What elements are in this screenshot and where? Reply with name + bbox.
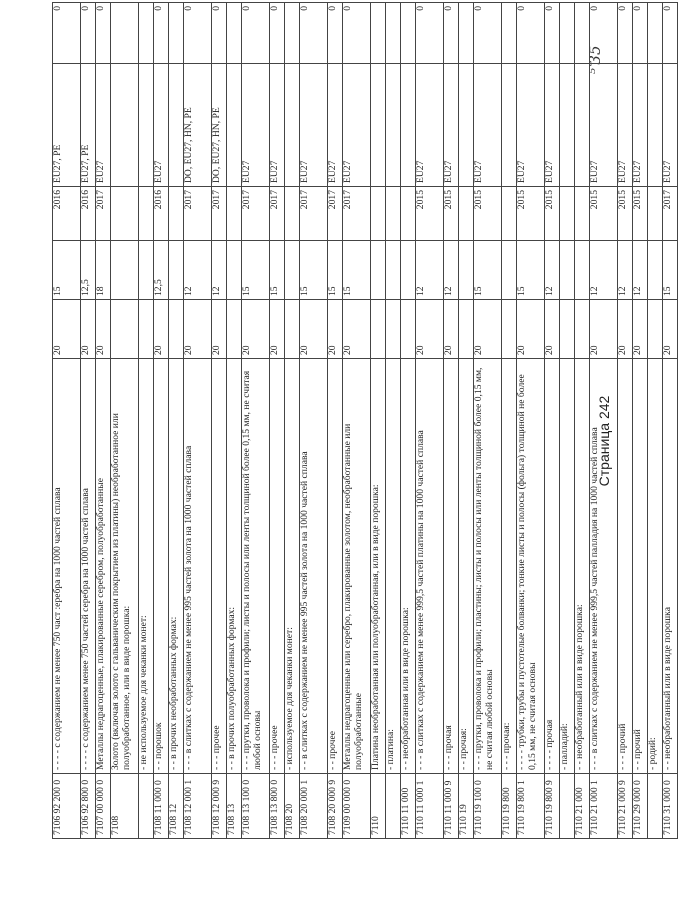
cell-rate (560, 241, 575, 300)
cell-year: 2017 (343, 187, 371, 241)
cell-code: 7108 20 (285, 774, 300, 839)
cell-duty (169, 300, 184, 359)
cell-year: 2015 (590, 187, 618, 241)
cell-flag: 0 (618, 3, 633, 64)
cell-rate (139, 241, 154, 300)
cell-desc: - - - в слитках с содержанием не менее 995 частей золота на 1000 частей сплава (184, 359, 212, 774)
table-row (416, 3, 444, 839)
cell-duty (459, 300, 474, 359)
table-row (139, 3, 154, 839)
cell-duty: 20 (96, 300, 111, 359)
table-row (81, 3, 96, 839)
cell-year (648, 187, 663, 241)
cell-cty (459, 64, 474, 187)
table-row (545, 3, 560, 839)
cell-code: 7109 00 000 0 (343, 774, 371, 839)
cell-desc: - - - в слитках с содержанием не менее 999,5 частей платины на 1000 частей сплава (416, 359, 444, 774)
cell-cty (648, 64, 663, 187)
cell-year (111, 187, 139, 241)
cell-desc: Платина необработанная или полуобработанная, или в виде порошка: (371, 359, 386, 774)
page-number-text: Страница 242 (596, 395, 612, 487)
cell-year: 2016 (53, 187, 81, 241)
cell-duty: 20 (328, 300, 343, 359)
table-row (517, 3, 545, 839)
cell-duty (139, 300, 154, 359)
cell-flag: 0 (53, 3, 81, 64)
cell-cty: EU27 (444, 64, 459, 187)
cell-flag: 0 (242, 3, 270, 64)
cell-rate: 18 (96, 241, 111, 300)
cell-code: 7110 11 000 1 (416, 774, 444, 839)
table-row (270, 3, 285, 839)
cell-code: 7108 11 000 0 (154, 774, 169, 839)
cell-code: 7110 19 100 0 (474, 774, 502, 839)
cell-duty: 20 (545, 300, 560, 359)
cell-flag: 0 (300, 3, 328, 64)
cell-flag (285, 3, 300, 64)
cell-desc: - - в прочих полуобработанных формах: (227, 359, 242, 774)
cell-duty: 20 (53, 300, 81, 359)
cell-rate: 12 (212, 241, 227, 300)
cell-flag: 0 (416, 3, 444, 64)
table-row (227, 3, 242, 839)
cell-flag: 0 (545, 3, 560, 64)
cell-rate (285, 241, 300, 300)
table-row (169, 3, 184, 839)
cell-year: 2016 (154, 187, 169, 241)
cell-cty: EU27 (300, 64, 328, 187)
cell-rate (386, 241, 401, 300)
cell-duty: 20 (416, 300, 444, 359)
cell-desc: - не используемое для чеканки монет: (139, 359, 154, 774)
cell-flag: 0 (517, 3, 545, 64)
cell-cty: EU27 (328, 64, 343, 187)
cell-cty: EU27 (343, 64, 371, 187)
cell-code: 7110 (371, 774, 386, 839)
cell-duty (227, 300, 242, 359)
cell-flag (386, 3, 401, 64)
cell-year: 2017 (663, 187, 678, 241)
cell-desc: - - - - трубки, трубы и пустотелые болванки; тонкие листы и полосы (фольга) толщиной не более 0,15 мм, не считая основы (517, 359, 545, 774)
cell-desc: Металлы недрагоценные, плакированные серебром, полуобработанные (96, 359, 111, 774)
table-row (401, 3, 416, 839)
cell-year (459, 187, 474, 241)
cell-desc: - - - - с содержанием менее 750 частей серебра на 1000 частей сплава (81, 359, 96, 774)
cell-rate: 12 (633, 241, 648, 300)
cell-year: 2015 (444, 187, 459, 241)
cell-code: 7107 00 000 0 (96, 774, 111, 839)
cell-desc: - - необработанный или в виде порошка (663, 359, 678, 774)
cell-rate: 15 (300, 241, 328, 300)
cell-duty: 20 (154, 300, 169, 359)
cell-year (227, 187, 242, 241)
cell-duty (111, 300, 139, 359)
cell-desc: - - прочая: (459, 359, 474, 774)
cell-cty: EU27 (154, 64, 169, 187)
cell-rate (575, 241, 590, 300)
cell-cty (575, 64, 590, 187)
cell-rate: 12 (618, 241, 633, 300)
cell-code: 7108 13 (227, 774, 242, 839)
tariff-table-body (53, 3, 678, 839)
cell-year: 2017 (328, 187, 343, 241)
cell-code: 7110 19 800 (502, 774, 517, 839)
cell-flag (560, 3, 575, 64)
tariff-table (52, 2, 678, 839)
table-row (242, 3, 270, 839)
cell-rate: 12 (184, 241, 212, 300)
cell-desc: - - - прочий (618, 359, 633, 774)
table-row (386, 3, 401, 839)
cell-cty: DO, EU27, HN, PE (212, 64, 227, 187)
cell-rate (648, 241, 663, 300)
cell-cty (560, 64, 575, 187)
cell-rate (111, 241, 139, 300)
cell-code: 7110 11 000 (401, 774, 416, 839)
cell-code: 7110 29 000 0 (633, 774, 648, 839)
cell-code: 7106 92 200 0 (53, 774, 81, 839)
cell-desc: - - - - прочая (545, 359, 560, 774)
cell-desc: - родий: (648, 359, 663, 774)
table-row (300, 3, 328, 839)
cell-flag: 0 (444, 3, 459, 64)
cell-year: 2015 (416, 187, 444, 241)
cell-year: 2015 (618, 187, 633, 241)
cell-cty: EU27 (270, 64, 285, 187)
cell-code (386, 774, 401, 839)
cell-rate: 15 (53, 241, 81, 300)
cell-cty: EU27 (590, 64, 618, 187)
cell-duty: 20 (444, 300, 459, 359)
table-row (648, 3, 663, 839)
cell-code (560, 774, 575, 839)
cell-code: 7108 20 000 1 (300, 774, 328, 839)
cell-code: 7108 12 (169, 774, 184, 839)
table-row (53, 3, 81, 839)
cell-cty: EU27 (663, 64, 678, 187)
table-row (502, 3, 517, 839)
cell-cty: EU27 (242, 64, 270, 187)
cell-flag (575, 3, 590, 64)
cell-rate: 12,5 (154, 241, 169, 300)
cell-duty: 20 (242, 300, 270, 359)
cell-desc: - - - прочая: (502, 359, 517, 774)
cell-year: 2016 (81, 187, 96, 241)
cell-rate: 15 (663, 241, 678, 300)
table-row (154, 3, 169, 839)
cell-flag: 0 (633, 3, 648, 64)
cell-duty: 20 (270, 300, 285, 359)
cell-code: 7108 13 800 0 (270, 774, 285, 839)
cell-flag (169, 3, 184, 64)
handwritten-page-number-text: ⁵‵35 (586, 45, 604, 74)
cell-desc: Металлы недрагоценные или серебро, плакированные золотом, необработанные или полуобработанные (343, 359, 371, 774)
cell-code: 7108 20 000 9 (328, 774, 343, 839)
table-row (618, 3, 633, 839)
cell-desc: - - - - с содержанием не менее 750 част :еребра на 1000 частей сплава (53, 359, 81, 774)
cell-year: 2015 (545, 187, 560, 241)
cell-flag (648, 3, 663, 64)
cell-desc: - - порошок (154, 359, 169, 774)
cell-cty (139, 64, 154, 187)
cell-flag: 0 (343, 3, 371, 64)
cell-flag: 0 (154, 3, 169, 64)
cell-flag (371, 3, 386, 64)
cell-duty (560, 300, 575, 359)
cell-cty: EU27 (416, 64, 444, 187)
cell-year (285, 187, 300, 241)
cell-code (139, 774, 154, 839)
table-row (96, 3, 111, 839)
cell-year (386, 187, 401, 241)
cell-rate: 12 (590, 241, 618, 300)
cell-rate (371, 241, 386, 300)
cell-code: 7108 13 100 0 (242, 774, 270, 839)
cell-flag: 0 (270, 3, 285, 64)
cell-year: 2017 (96, 187, 111, 241)
cell-desc: - - прочий (633, 359, 648, 774)
cell-desc: - - необработанный или в виде порошка: (575, 359, 590, 774)
cell-desc: Золото (включая золото с гальваническим покрытием из платины) необработанное или полуобработанное, или в виде порошка: (111, 359, 139, 774)
cell-year (139, 187, 154, 241)
cell-cty: EU27 (517, 64, 545, 187)
cell-cty (285, 64, 300, 187)
cell-flag: 0 (81, 3, 96, 64)
cell-year: 2017 (212, 187, 227, 241)
cell-cty: EU27 (545, 64, 560, 187)
cell-cty: EU27, PE (81, 64, 96, 187)
table-row (575, 3, 590, 839)
cell-duty (575, 300, 590, 359)
table-row (633, 3, 648, 839)
cell-duty (285, 300, 300, 359)
cell-desc: - - - прутки, проволока и профили; пластины; листы и полосы или ленты толщиной более 0,15 мм, не считая любой основы (474, 359, 502, 774)
cell-year: 2017 (270, 187, 285, 241)
cell-cty (111, 64, 139, 187)
table-row (474, 3, 502, 839)
table-row (343, 3, 371, 839)
cell-duty (371, 300, 386, 359)
cell-cty (401, 64, 416, 187)
cell-rate: 15 (474, 241, 502, 300)
cell-cty: EU27, PE (53, 64, 81, 187)
cell-duty: 20 (343, 300, 371, 359)
cell-rate: 12 (416, 241, 444, 300)
cell-rate (459, 241, 474, 300)
cell-code (648, 774, 663, 839)
page-number-label (596, 366, 616, 516)
cell-duty: 20 (81, 300, 96, 359)
cell-cty (502, 64, 517, 187)
cell-code: 7110 19 800 9 (545, 774, 560, 839)
cell-duty: 20 (184, 300, 212, 359)
cell-duty: 20 (633, 300, 648, 359)
cell-duty (386, 300, 401, 359)
cell-rate (169, 241, 184, 300)
cell-rate (502, 241, 517, 300)
cell-desc: - используемое для чеканки монет: (285, 359, 300, 774)
cell-code: 7108 12 000 1 (184, 774, 212, 839)
cell-code: 7110 19 800 1 (517, 774, 545, 839)
cell-desc: - - прочее (328, 359, 343, 774)
cell-year (575, 187, 590, 241)
cell-rate: 12,5 (81, 241, 96, 300)
table-row (285, 3, 300, 839)
cell-rate (401, 241, 416, 300)
cell-cty (371, 64, 386, 187)
table-row (560, 3, 575, 839)
table-row (212, 3, 227, 839)
cell-flag (502, 3, 517, 64)
cell-year (560, 187, 575, 241)
cell-year (371, 187, 386, 241)
cell-duty: 20 (517, 300, 545, 359)
cell-desc: - - необработанная или в виде порошка: (401, 359, 416, 774)
cell-desc: - - - прочая (444, 359, 459, 774)
cell-code: 7110 21 000 (575, 774, 590, 839)
cell-code: 7110 11 000 9 (444, 774, 459, 839)
cell-desc: - - в прочих необработанных формах: (169, 359, 184, 774)
table-row (459, 3, 474, 839)
cell-cty: DO, EU27, HN, PE (184, 64, 212, 187)
cell-cty (169, 64, 184, 187)
table-row (663, 3, 678, 839)
cell-cty (227, 64, 242, 187)
cell-duty: 20 (300, 300, 328, 359)
cell-flag (459, 3, 474, 64)
table-row (111, 3, 139, 839)
cell-cty: EU27 (618, 64, 633, 187)
cell-rate: 15 (270, 241, 285, 300)
cell-year: 2017 (300, 187, 328, 241)
cell-cty: EU27 (633, 64, 648, 187)
cell-code: 7110 19 (459, 774, 474, 839)
cell-rate: 12 (545, 241, 560, 300)
cell-year: 2015 (517, 187, 545, 241)
cell-rate: 15 (328, 241, 343, 300)
cell-duty: 20 (474, 300, 502, 359)
cell-year (169, 187, 184, 241)
table-row (371, 3, 386, 839)
cell-year: 2015 (474, 187, 502, 241)
cell-desc: - платина: (386, 359, 401, 774)
cell-code: 7108 (111, 774, 139, 839)
cell-year: 2017 (184, 187, 212, 241)
cell-flag: 0 (590, 3, 618, 64)
cell-duty: 20 (590, 300, 618, 359)
cell-year: 2017 (242, 187, 270, 241)
cell-cty (386, 64, 401, 187)
cell-flag: 0 (212, 3, 227, 64)
cell-desc: - - в слитках с содержанием не менее 995 частей золота на 1000 частей сплава (300, 359, 328, 774)
cell-duty: 20 (618, 300, 633, 359)
cell-desc: - - - прутки, проволока и профили; листы и полосы или ленты толщиной более 0,15 мм, не считая любой основы (242, 359, 270, 774)
cell-flag (111, 3, 139, 64)
cell-flag: 0 (328, 3, 343, 64)
cell-code: 7110 31 000 0 (663, 774, 678, 839)
cell-flag (401, 3, 416, 64)
cell-rate: 15 (242, 241, 270, 300)
cell-year: 2015 (633, 187, 648, 241)
cell-rate: 12 (444, 241, 459, 300)
cell-desc: - палладий: (560, 359, 575, 774)
cell-year (502, 187, 517, 241)
cell-code: 7106 92 800 0 (81, 774, 96, 839)
cell-code: 7110 21 000 9 (618, 774, 633, 839)
cell-duty: 20 (212, 300, 227, 359)
cell-duty (648, 300, 663, 359)
cell-desc: - - - прочее (270, 359, 285, 774)
table-row (444, 3, 459, 839)
cell-code: 7110 21 000 1 (590, 774, 618, 839)
cell-flag: 0 (96, 3, 111, 64)
cell-rate: 15 (343, 241, 371, 300)
cell-cty: EU27 (474, 64, 502, 187)
table-row (328, 3, 343, 839)
table-row (184, 3, 212, 839)
cell-code: 7108 12 000 9 (212, 774, 227, 839)
cell-cty: EU27 (96, 64, 111, 187)
cell-duty (502, 300, 517, 359)
cell-year (401, 187, 416, 241)
cell-desc: - - - в слитках с содержанием не менее 999,5 частей палладия на 1000 частей сплава (590, 359, 618, 774)
cell-duty: 20 (663, 300, 678, 359)
cell-duty (401, 300, 416, 359)
cell-flag: 0 (474, 3, 502, 64)
cell-flag (227, 3, 242, 64)
cell-flag: 0 (663, 3, 678, 64)
cell-desc: - - - прочее (212, 359, 227, 774)
cell-flag (139, 3, 154, 64)
cell-rate: 15 (517, 241, 545, 300)
cell-rate (227, 241, 242, 300)
cell-flag: 0 (184, 3, 212, 64)
